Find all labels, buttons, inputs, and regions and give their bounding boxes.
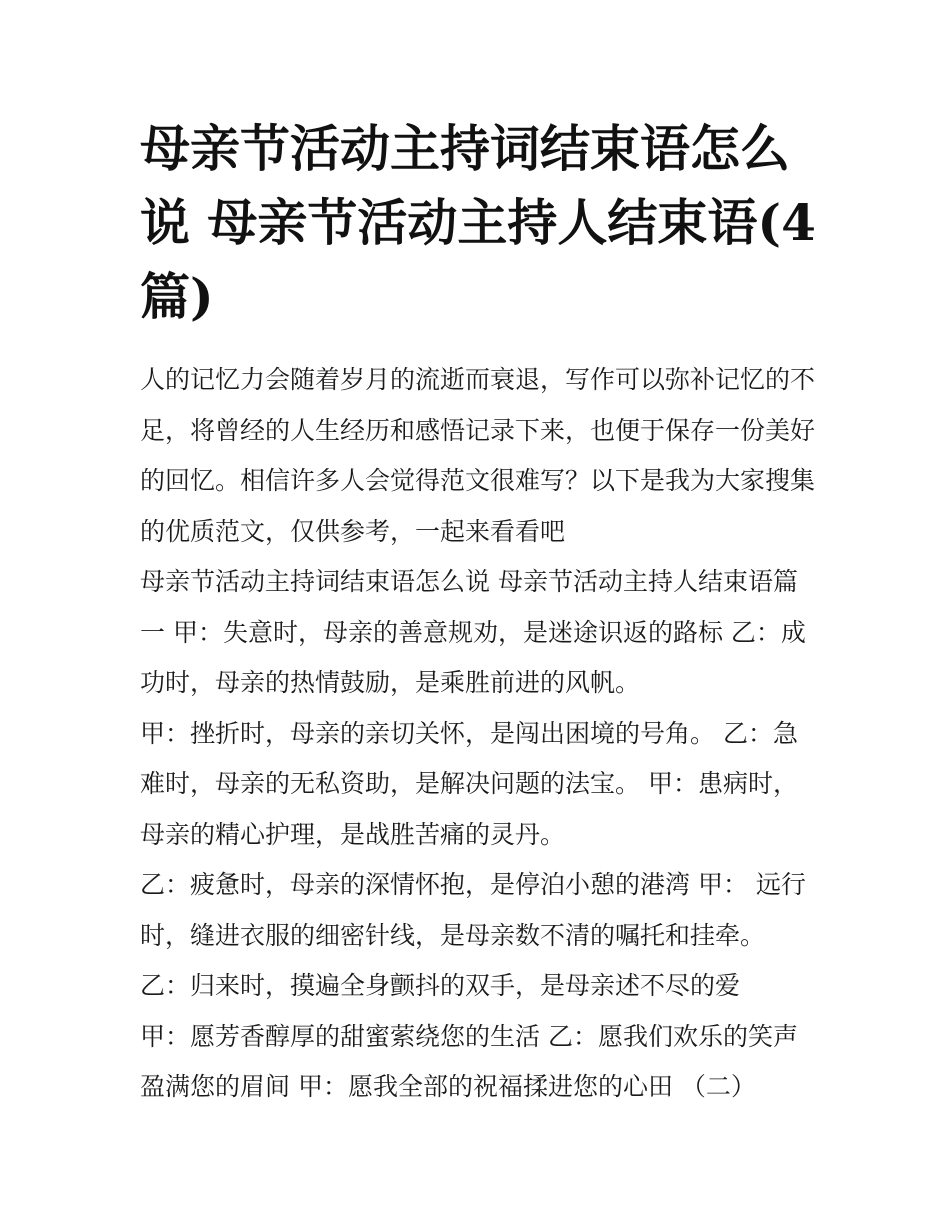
text-line: 人的记忆力会随着岁月的流逝而衰退，写作可以弥补记忆的不	[140, 365, 816, 394]
text-line: 难时，母亲的无私资助，是解决问题的法宝。 甲：患病时，	[140, 769, 798, 798]
text-line: 母亲的精心护理，是战胜苦痛的灵丹。	[140, 819, 566, 849]
title-line: 母亲节活动主持词结束语怎么	[140, 119, 790, 178]
text-line: 足，将曾经的人生经历和感悟记录下来，也便于保存一份美好	[140, 415, 816, 445]
text-line: 功时，母亲的热情鼓励，是乘胜前进的风帆。	[140, 668, 641, 697]
text-line: 甲：挫折时，母亲的亲切关怀，是闯出困境的号角。 乙：急	[140, 718, 798, 748]
text-line: 乙：疲惫时，母亲的深情怀抱，是停泊小憩的港湾 甲： 远行	[140, 870, 806, 899]
text-line: 时，缝进衣服的细密针线，是母亲数不清的嘱托和挂牵。	[140, 920, 766, 950]
text-line: 乙：归来时，摸遍全身颤抖的双手，是母亲述不尽的爱	[140, 971, 741, 1000]
page-title	[140, 112, 820, 334]
text-line: 甲：愿芳香醇厚的甜蜜萦绕您的生活 乙：愿我们欢乐的笑声	[140, 1021, 798, 1051]
text-line: 的回忆。相信许多人会觉得范文很难写？以下是我为大家搜集	[140, 466, 816, 495]
text-line: 一 甲：失意时，母亲的善意规劝，是迷途识返的路标 乙：成	[140, 617, 806, 647]
title-line: 说 母亲节活动主持人结束语(4	[140, 193, 816, 252]
title-line: 篇)	[140, 267, 214, 326]
document-body	[140, 355, 830, 1113]
text-line: 盈满您的眉间 甲：愿我全部的祝福揉进您的心田 （二）	[140, 1072, 756, 1101]
text-line: 母亲节活动主持词结束语怎么说 母亲节活动主持人结束语篇	[140, 567, 798, 596]
text-line: 的优质范文，仅供参考，一起来看看吧	[140, 516, 566, 546]
